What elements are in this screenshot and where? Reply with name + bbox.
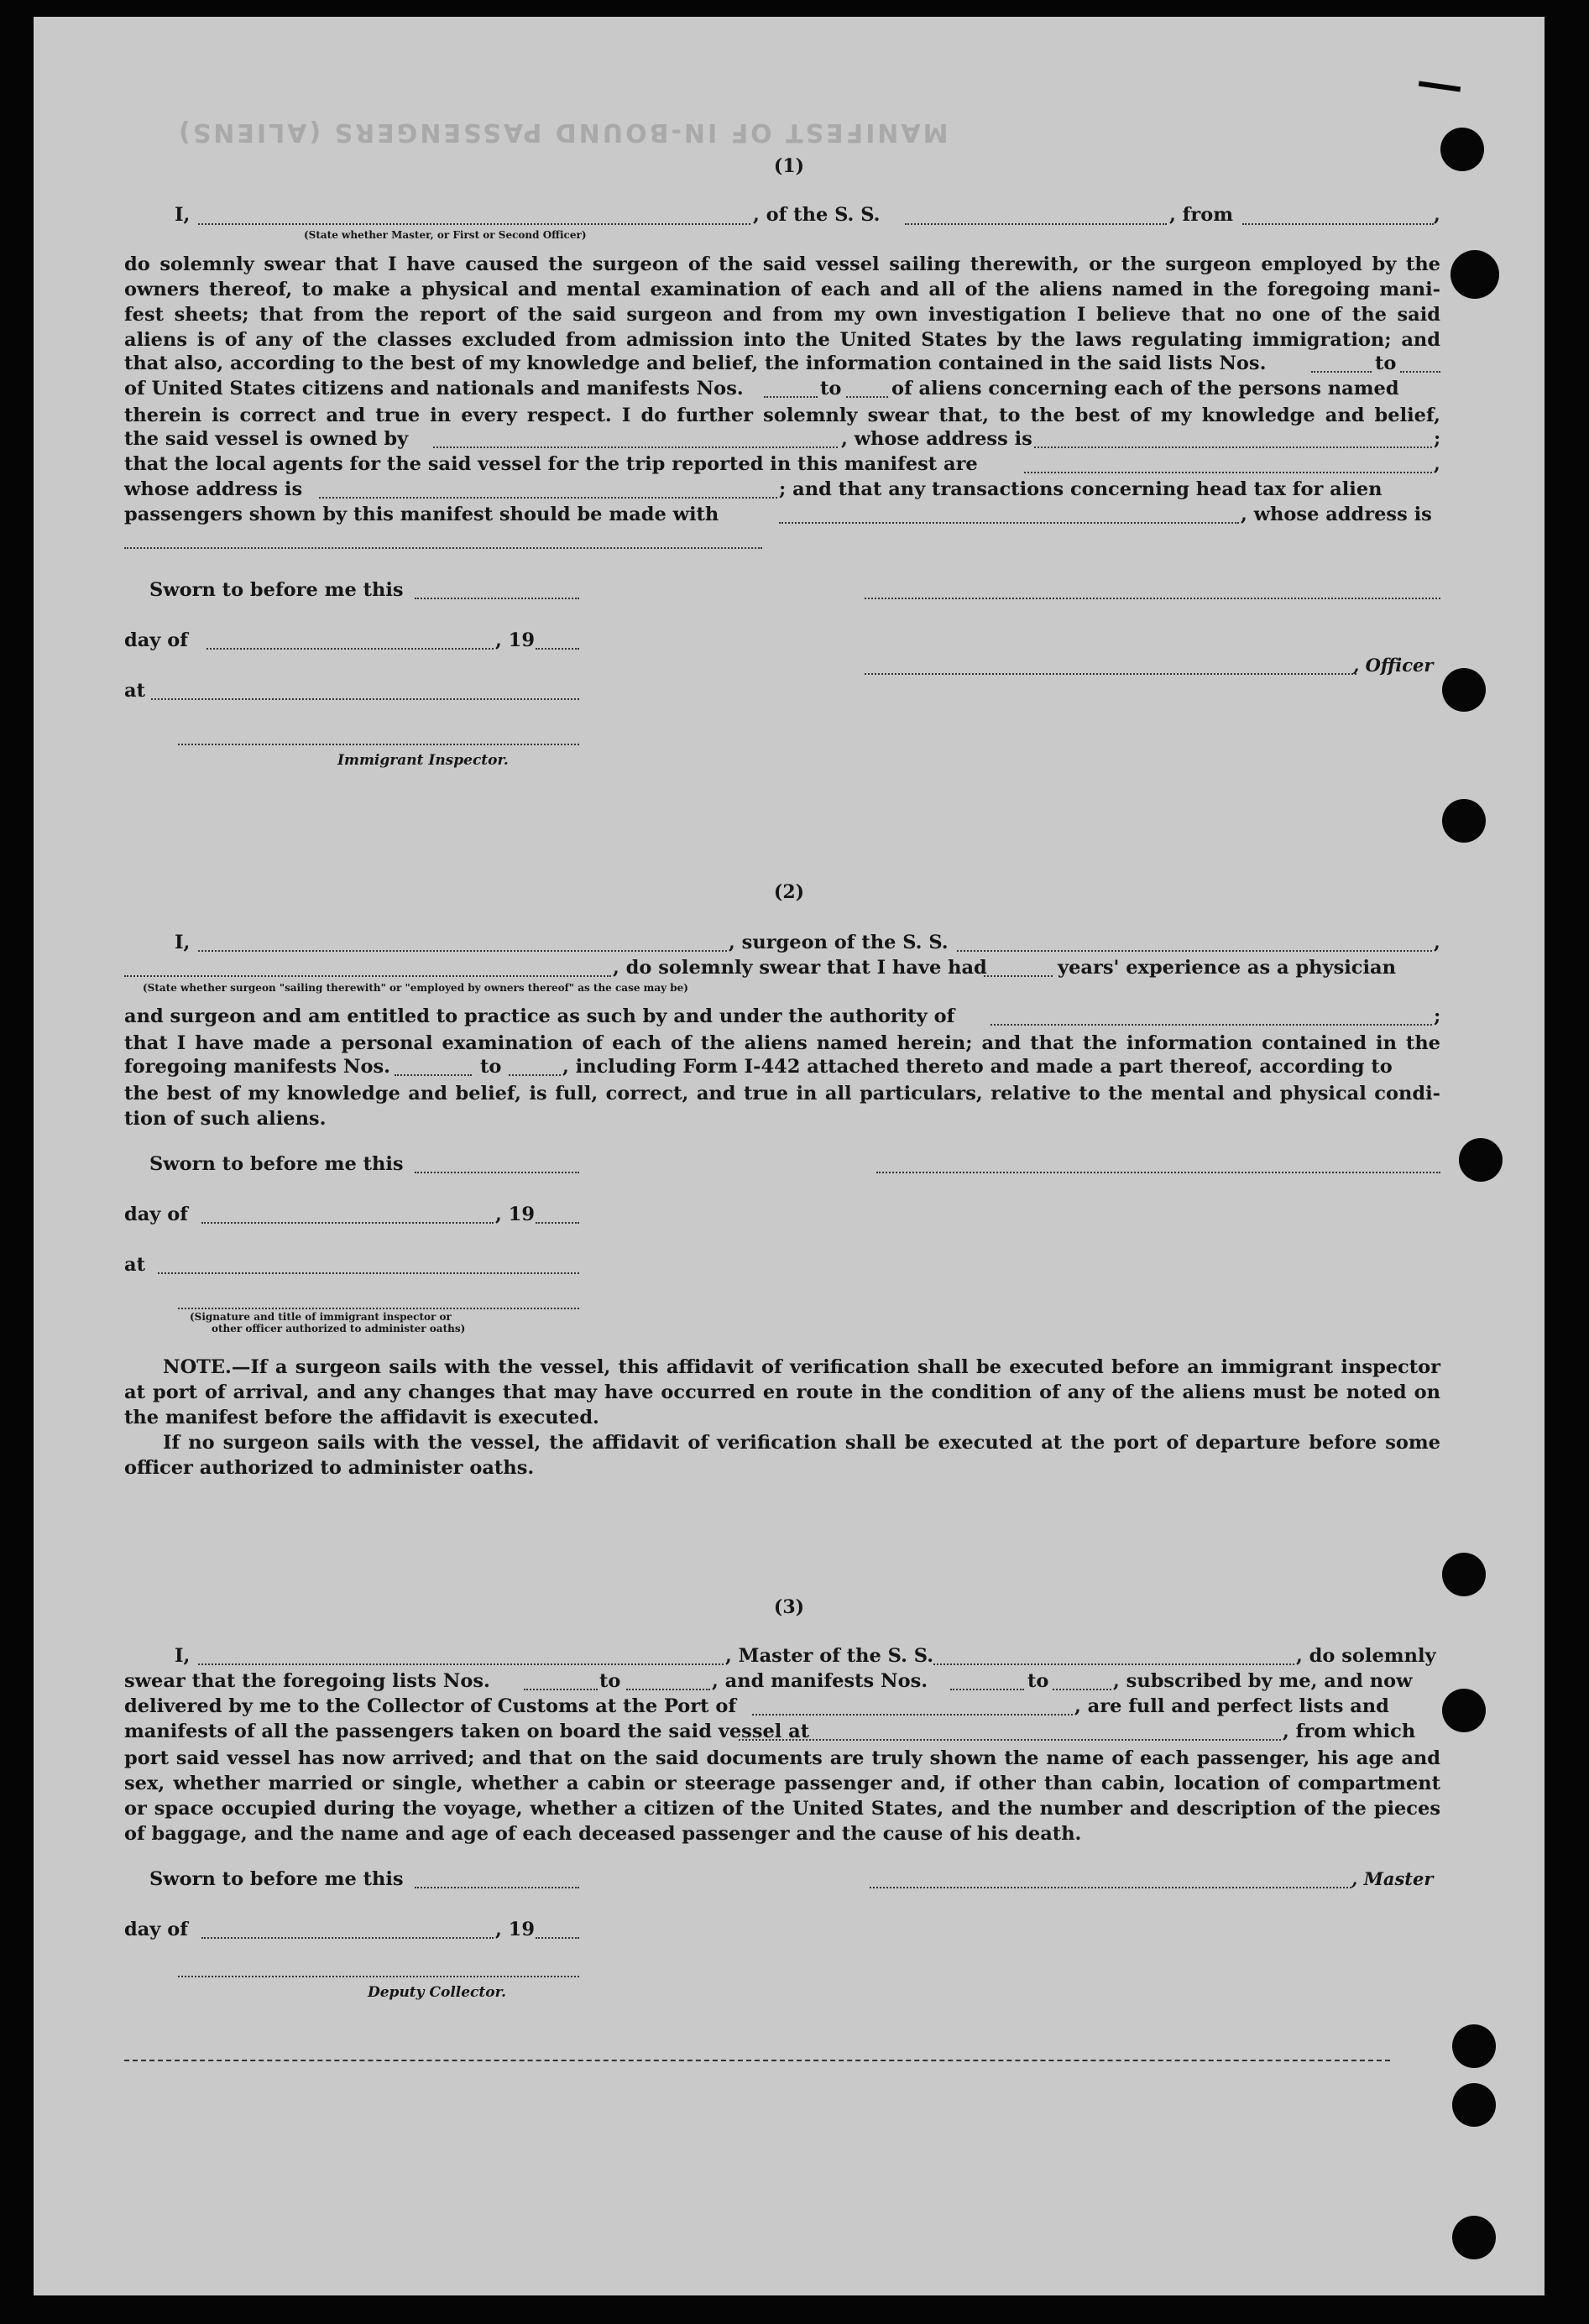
s2-years-label: years' experience as a physician xyxy=(1058,957,1396,979)
s1-line-4: aliens is of any of the classes excluded from admission into the United States by the laws regulating immigration; and xyxy=(124,329,1440,351)
s1-year-line xyxy=(536,648,579,650)
s2-surgeon-sig-line xyxy=(876,1172,1440,1173)
s3-departure-port-line xyxy=(739,1739,1281,1741)
s2-at-line xyxy=(158,1272,579,1274)
s1-of-ss-label: , of the S. S. xyxy=(753,204,881,226)
s1-line-3: fest sheets; that from the report of the said surgeon and from my own investigation I believe that no one of the said xyxy=(124,304,1440,326)
s3-sworn-line xyxy=(415,1887,579,1888)
s1-inspector-label: Immigrant Inspector. xyxy=(337,752,509,769)
s1-line-10b: ; and that any transactions concerning head tax for alien xyxy=(779,478,1383,500)
section-1-number: (1) xyxy=(773,155,805,177)
s1-line-11a: passengers shown by this manifest should be made with xyxy=(124,504,719,525)
s1-lists-from-line xyxy=(1311,371,1372,373)
s1-line-8a: the said vessel is owned by xyxy=(124,428,409,450)
s1-line-10a: whose address is xyxy=(124,478,303,500)
s1-line-6c: of aliens concerning each of the persons named xyxy=(891,378,1399,400)
s3-port-line xyxy=(752,1714,1073,1716)
s3-sworn-label: Sworn to before me this xyxy=(149,1868,404,1890)
s3-do-solemnly: , do solemnly xyxy=(1296,1645,1436,1667)
s2-day-line xyxy=(201,1222,494,1224)
s2-authority-line xyxy=(991,1024,1432,1026)
s1-from-label: , from xyxy=(1169,204,1234,226)
s2-note-1: NOTE.—If a surgeon sails with the vessel, this affidavit of verification shall be executed before an immigrant inspector at port of arrival, and any changes that may have occurred en route in the condition of any of the aliens must be noted on the manifest before the affidavit is executed. xyxy=(124,1356,1440,1428)
s2-note-2: If no surgeon sails with the vessel, the affidavit of verification shall be executed at the port of departure before some officer authorized to administer oaths. xyxy=(124,1432,1440,1479)
s1-line-5a: that also, according to the best of my knowledge and belief, the information contained in the said lists Nos. xyxy=(124,353,1267,374)
section-3-number: (3) xyxy=(773,1596,805,1618)
s3-line-1c: , and manifests Nos. xyxy=(712,1670,928,1692)
s1-officer-sig-line-1 xyxy=(865,598,1440,599)
binder-hole-8 xyxy=(1452,2024,1496,2068)
s2-capacity-caption: (State whether surgeon "sailing therewith" or "employed by owners thereof" as the case may be) xyxy=(143,982,688,994)
binder-hole-6 xyxy=(1442,1553,1486,1596)
binder-hole-5 xyxy=(1459,1138,1503,1182)
s2-line-5: tion of such aliens. xyxy=(124,1108,327,1130)
s1-owner-line xyxy=(433,447,838,448)
s1-agents-line xyxy=(1024,472,1432,473)
s1-line-6b: to xyxy=(820,378,842,400)
s3-line-4: port said vessel has now arrived; and that on the said documents are truly shown the name of each passenger, his age and xyxy=(124,1747,1440,1769)
s2-line-1a: and surgeon and am entitled to practice as such by and under the authority of xyxy=(124,1005,955,1027)
s1-line-8b: , whose address is xyxy=(841,428,1032,450)
s1-day-of-label: day of xyxy=(124,629,188,651)
s2-sworn-line xyxy=(415,1172,579,1173)
s2-surgeon-of-label: , surgeon of the S. S. xyxy=(729,932,949,953)
s2-day-of-label: day of xyxy=(124,1204,188,1225)
s1-line-6a: of United States citizens and nationals and manifests Nos. xyxy=(124,378,744,400)
s2-line-1b: ; xyxy=(1434,1005,1441,1027)
s1-manifests-to-line xyxy=(846,396,888,398)
binder-hole-2 xyxy=(1450,250,1499,299)
s1-at-line xyxy=(151,698,579,700)
s1-sworn-label: Sworn to before me this xyxy=(149,579,404,601)
s1-day-line xyxy=(206,648,494,650)
s1-line-9b: , xyxy=(1434,453,1440,475)
s1-line-8c: ; xyxy=(1434,428,1441,450)
s2-years-line xyxy=(984,975,1053,977)
s2-line-4: the best of my knowledge and belief, is full, correct, and true in all particulars, relative to the mental and physical condi- xyxy=(124,1083,1440,1105)
s1-line-11b: , whose address is xyxy=(1241,504,1432,525)
s3-master-of-label: , Master of the S. S. xyxy=(725,1645,934,1667)
s3-deputy-label: Deputy Collector. xyxy=(368,1984,506,2001)
s2-year-label: , 19 xyxy=(495,1204,535,1225)
s1-rank-caption: (State whether Master, or First or Second Officer) xyxy=(304,229,587,241)
s1-officer-name-line xyxy=(198,223,750,225)
s3-line-1a: swear that the foregoing lists Nos. xyxy=(124,1670,490,1692)
s2-capacity-line xyxy=(124,975,611,977)
s1-head-tax-address-line xyxy=(124,547,762,549)
s1-from-line xyxy=(1242,223,1434,225)
s2-year-line xyxy=(536,1222,579,1224)
s3-master-sig-line xyxy=(870,1887,1351,1888)
s3-line-1b: to xyxy=(599,1670,621,1692)
s3-lists-to-line xyxy=(626,1689,710,1690)
binder-hole-10 xyxy=(1452,2216,1496,2259)
s3-manifests-from-line xyxy=(950,1689,1024,1690)
s1-manifests-from-line xyxy=(764,396,818,398)
s2-inspector-sig-line xyxy=(178,1308,579,1309)
s2-line-3a: foregoing manifests Nos. xyxy=(124,1056,390,1078)
s3-line-1d: to xyxy=(1027,1670,1049,1692)
bottom-rule xyxy=(124,2060,1390,2061)
binder-hole-4 xyxy=(1442,799,1486,843)
s1-head-tax-line xyxy=(779,522,1239,524)
section-2-number: (2) xyxy=(773,881,805,903)
s3-line-5: sex, whether married or single, whether a cabin or steerage passenger and, if other than cabin, location of compartment xyxy=(124,1773,1440,1794)
s1-line-2: owners thereof, to make a physical and mental examination of each and all of the aliens named in the foregoing mani- xyxy=(124,279,1440,300)
s1-officer-sig-line-2 xyxy=(865,673,1356,675)
s1-at-label: at xyxy=(124,680,145,702)
s3-year-line xyxy=(536,1937,579,1939)
s1-line-9a: that the local agents for the said vessel for the trip reported in this manifest are xyxy=(124,453,978,475)
s2-line-3b: to xyxy=(480,1056,502,1078)
s1-line-7: therein is correct and true in every respect. I do further solemnly swear that, to the best of my knowledge and belief, xyxy=(124,405,1440,426)
s3-vessel-line xyxy=(933,1663,1294,1665)
s2-line-3c: , including Form I-442 attached thereto and made a part thereof, according to xyxy=(562,1056,1393,1078)
binder-hole-7 xyxy=(1442,1689,1486,1732)
s3-manifests-to-line xyxy=(1053,1689,1111,1690)
s3-master-name-line xyxy=(198,1663,724,1665)
s2-sig-caption-1: (Signature and title of immigrant inspector or xyxy=(190,1311,452,1323)
s1-sworn-line xyxy=(415,598,579,599)
s3-day-of-label: day of xyxy=(124,1919,188,1940)
s3-line-3a: manifests of all the passengers taken on board the said vessel at xyxy=(124,1721,810,1742)
s1-i-label: I, xyxy=(175,204,191,226)
s1-vessel-line xyxy=(905,223,1167,225)
s2-at-label: at xyxy=(124,1254,145,1276)
binder-hole-9 xyxy=(1452,2083,1496,2127)
s1-line-5b: to xyxy=(1375,353,1397,374)
s2-sworn-label: Sworn to before me this xyxy=(149,1153,404,1175)
s1-lists-to-line xyxy=(1400,371,1440,373)
bleed-through-header: MANIFEST OF IN-BOUND PASSENGERS (ALIENS) xyxy=(176,118,949,147)
s2-swear-label: , do solemnly swear that I have had xyxy=(613,957,987,979)
s2-manifests-from-line xyxy=(395,1074,472,1076)
s3-i-label: I, xyxy=(175,1645,191,1667)
binder-hole-3 xyxy=(1442,668,1486,712)
s2-i-label: I, xyxy=(175,932,191,953)
s1-inspector-line xyxy=(178,744,579,745)
s3-line-1e: , subscribed by me, and now xyxy=(1113,1670,1413,1692)
form-page: MANIFEST OF IN-BOUND PASSENGERS (ALIENS) (1) I, , of the S. S. , from , (State whether Master, or First or Second Officer) do solemnly swear that I have caused the surgeon of the said vessel sailing therewith, or the surgeon employed by the owners thereof, to make a physical and mental examination of each and all of the aliens named in the foregoing mani- fest sheets; that from the report of the said surgeon and from my own investigation I believe that no one of the said aliens is of any of the classes excluded from admission into the United States by the laws regulating immigration; and that also, according to the best of my knowledge and belief, the information contained in the said lists Nos. to of United States citizens and nationals and manifests Nos. to of aliens concerning each of the persons named therein is correct and true in every respect. I do further solemnly swear that, to the best of my knowledge and belief, the said vessel is owned by , whose address is ; that the local agents for the said vessel for the trip reported in this manifest are , whose address is ; and that any transactions concerning head tax for alien passengers shown by this manifest should be made with , whose address is Sworn to before me this day of , 19 , Officer at Immigrant Inspector. (2) I, , surgeon of the S. S. , , do solemnly swear that I have had years' experience as a physician (State whether surgeon "sailing therewith" or "employed by owners thereof" as the case may be) and surgeon and am entitled to practice as such by and under the authority of ; that I have made a personal examination of each of the aliens named herein; and that the information contained in the foregoing manifests Nos. to , including Form I-442 attached thereto and made a part thereof, according to the best of my knowledge and belief, is full, correct, and true in all particulars, relative to the mental and physical condi- tion of such aliens. Sworn to before me this day of , 19 at (Signature and title of immigrant inspector or other officer authorized to administer oaths) NOTE.—If a surgeon sails with the vessel, this affidavit of verification shall be executed before an immigrant inspector at port of arrival, and any changes that may have occurred en route in the condition of any of the aliens must be noted on the manifest before the affidavit is executed. If no surgeon sails with the vessel, the affidavit of verification shall be executed at the port of departure before some officer authorized to administer oaths. (3) I, , Master of the S. S. , do solemnly swear that the foregoing lists Nos. to , and manifests Nos. to , subscribed by me, and now delivered by me to the Collector of Customs at the Port of , are full and perfect lists and manifests of all the passengers taken on board the said vessel at , from which port said vessel has now arrived; and that on the said documents are truly shown the name of each passenger, his age and sex, whether married or single, whether a cabin or steerage passenger and, if other than cabin, location of compartment or space occupied during the voyage, whether a citizen of the United States, and the number and description of the pieces of baggage, and the name and age of each deceased passenger and the cause of his death. Sworn to before me this , Master day of , 19 Deputy Collector. xyxy=(34,17,1545,2295)
s1-officer-label: , Officer xyxy=(1353,655,1434,676)
s1-owner-address-line xyxy=(1034,447,1432,448)
binder-hole-1 xyxy=(1440,128,1484,171)
s2-line-2: that I have made a personal examination of each of the aliens named herein; and that the information contained in the xyxy=(124,1032,1440,1054)
s2-sig-caption-2: other officer authorized to administer oaths) xyxy=(212,1323,466,1334)
s3-line-7: of baggage, and the name and age of each deceased passenger and the cause of his death. xyxy=(124,1823,1082,1845)
s3-line-2a: delivered by me to the Collector of Customs at the Port of xyxy=(124,1695,737,1717)
s3-line-2b: , are full and perfect lists and xyxy=(1074,1695,1389,1717)
s3-year-label: , 19 xyxy=(495,1919,535,1940)
s3-line-6: or space occupied during the voyage, whether a citizen of the United States, and the number and description of the pieces xyxy=(124,1798,1440,1820)
s1-line-1: do solemnly swear that I have caused the surgeon of the said vessel sailing therewith, or the surgeon employed by the xyxy=(124,253,1440,275)
s2-surgeon-name-line xyxy=(198,950,727,952)
s3-lists-from-line xyxy=(524,1689,598,1690)
s1-year-label: , 19 xyxy=(495,629,535,651)
s2-manifests-to-line xyxy=(509,1074,561,1076)
s1-agents-address-line xyxy=(319,497,777,499)
s3-deputy-sig-line xyxy=(178,1976,579,1977)
s3-line-3b: , from which xyxy=(1283,1721,1416,1742)
s2-vessel-line xyxy=(957,950,1432,952)
s3-master-label: , Master xyxy=(1351,1868,1434,1889)
s3-day-line xyxy=(201,1937,494,1939)
